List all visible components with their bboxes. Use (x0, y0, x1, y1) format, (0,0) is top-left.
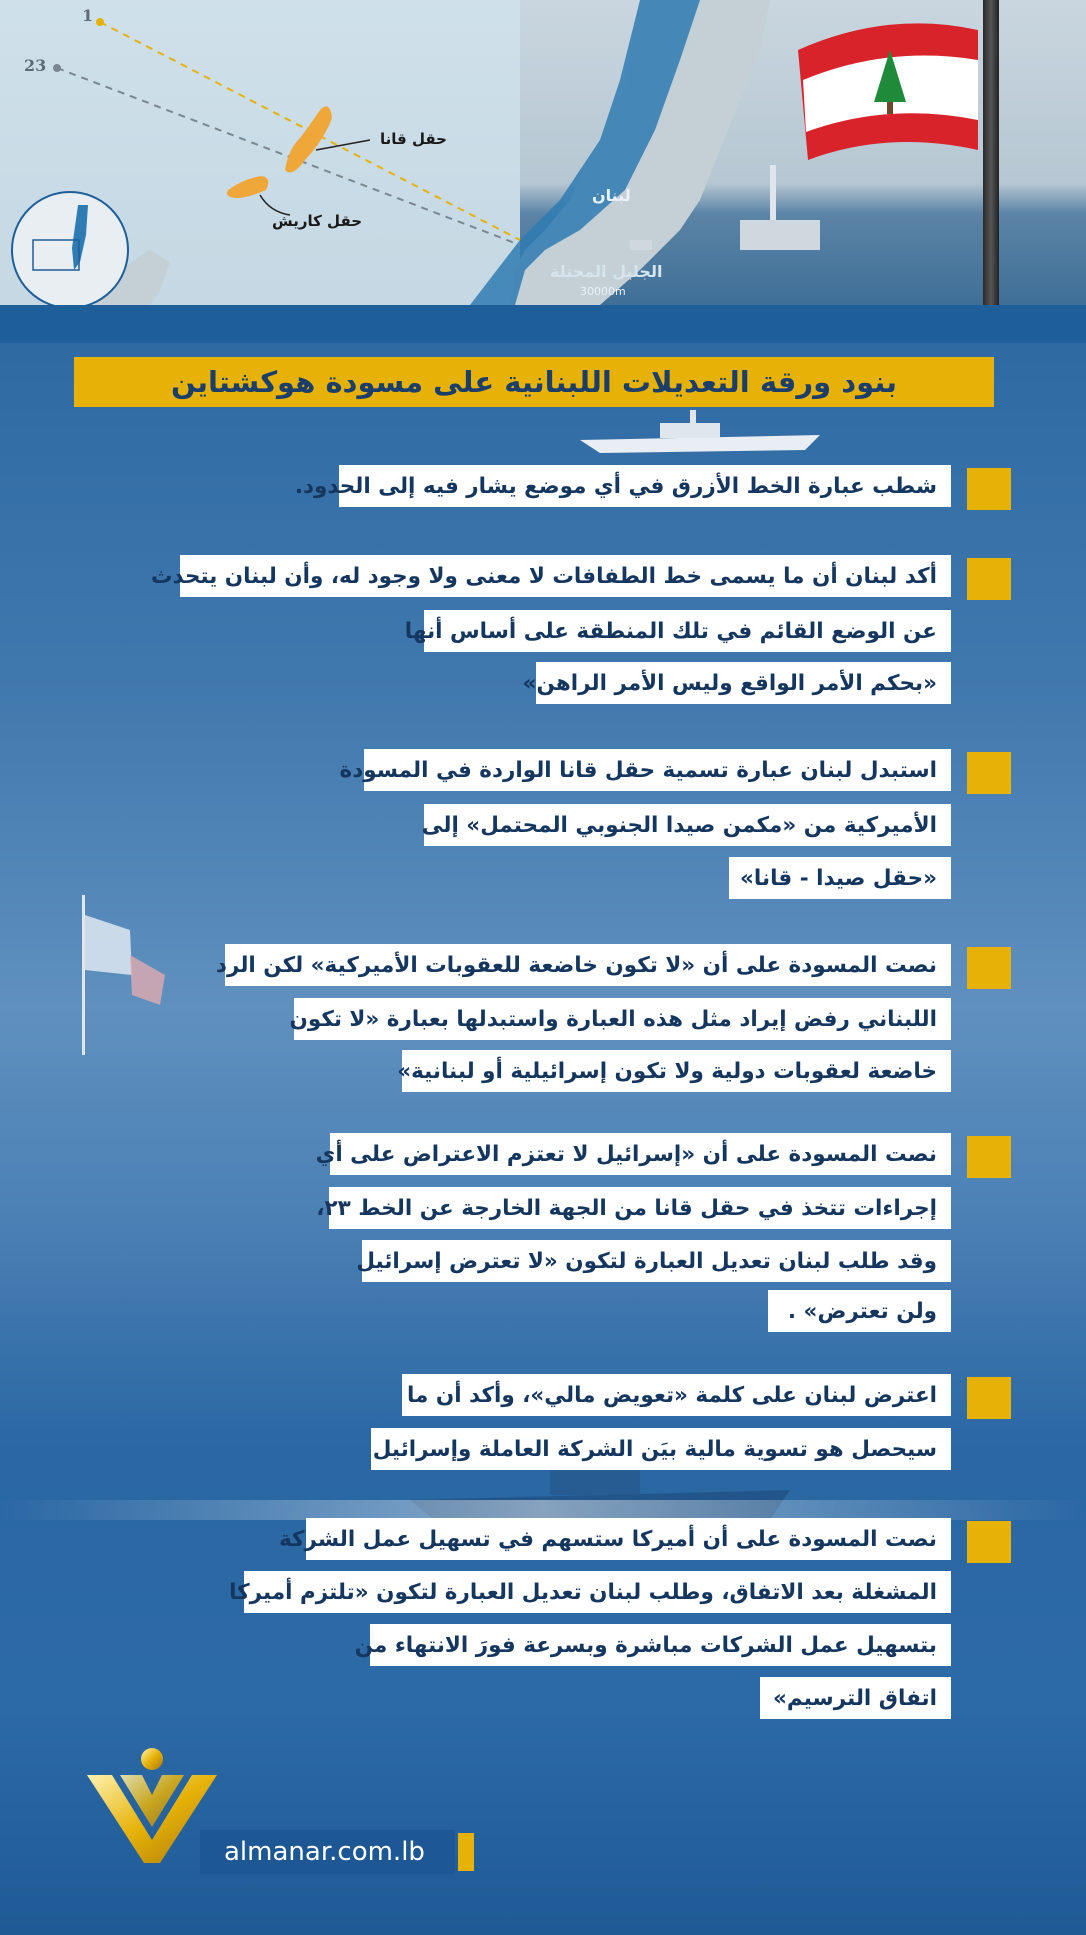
item-marker (967, 558, 1011, 600)
wake-haze (0, 1500, 1086, 1520)
item-3-line-3: «حقل صيدا - قانا» (729, 857, 951, 899)
item-5-line-4: ولن تعترض» . (768, 1290, 951, 1332)
item-7-line-2: المشغلة بعد الاتفاق، وطلب لبنان تعديل العبارة لتكون «تلتزم أميركا (244, 1571, 951, 1613)
item-2-line-3: «بحكم الأمر الواقع وليس الأمر الراهن» (536, 662, 951, 704)
item-2-line-2: عن الوضع القائم في تلك المنطقة على أساس أنها (424, 610, 951, 652)
item-marker (967, 947, 1011, 989)
scale-label: 30000m (580, 285, 626, 298)
item-4-line-1: نصت المسودة على أن «لا تكون خاضعة للعقوبات الأميركية» لكن الرد (225, 944, 951, 986)
lebanon-label: لبنان (592, 186, 631, 205)
flagpole (983, 0, 999, 305)
item-7-line-4: اتفاق الترسيم» (760, 1677, 951, 1719)
map-divider-band (0, 305, 1086, 343)
item-6-line-2: سيحصل هو تسوية مالية بيَن الشركة العاملة وإسرائيل (371, 1428, 951, 1470)
item-marker (967, 1377, 1011, 1419)
inset-map (12, 192, 128, 305)
qana-label: حقل قانا (380, 130, 447, 148)
site-url[interactable]: almanar.com.lb (224, 1837, 425, 1867)
line-1-label: 1 (82, 6, 94, 25)
line-1-point (96, 18, 104, 26)
item-4-line-3: خاضعة لعقوبات دولية ولا تكون إسرائيلية أو لبنانية» (402, 1050, 951, 1092)
karish-field-shape (227, 176, 268, 198)
item-7-line-3: بتسهيل عمل الشركات مباشرة وبسرعة فورَ الانتهاء من (370, 1624, 951, 1666)
flags-icon (60, 895, 170, 1055)
naval-ship-icon (580, 405, 820, 455)
line-23-point (53, 64, 61, 72)
item-marker (967, 468, 1011, 510)
almanar-logo-icon (82, 1745, 222, 1865)
item-3-line-2: الأميركية من «مكمن صيدا الجنوبي المحتمل» إلى (424, 804, 951, 846)
item-6-line-1: اعترض لبنان على كلمة «تعويض مالي»، وأكد أن ما (402, 1374, 951, 1416)
item-marker (967, 752, 1011, 794)
item-5-line-2: إجراءات تتخذ في حقل قانا من الجهة الخارجة عن الخط ٢٣، (329, 1187, 951, 1229)
item-4-line-2: اللبناني رفض إيراد مثل هذه العبارة واستبدلها بعبارة «لا تكون (294, 998, 951, 1040)
line-23-label: 23 (24, 56, 47, 75)
occupied-label: الجليل المحتلة (550, 262, 663, 281)
item-2-line-1: أكد لبنان أن ما يسمى خط الطفافات لا معنى ولا وجود له، وأن لبنان يتحدث (180, 555, 951, 597)
item-5-line-3: وقد طلب لبنان تعديل العبارة لتكون «لا تعترض إسرائيل (362, 1240, 951, 1282)
item-3-line-1: استبدل لبنان عبارة تسمية حقل قانا الواردة في المسودة (364, 749, 951, 791)
item-5-line-1: نصت المسودة على أن «إسرائيل لا تعتزم الاعتراض على أي (330, 1133, 951, 1175)
title-bar (74, 357, 994, 407)
map-header (0, 0, 1086, 305)
page-title: بنود ورقة التعديلات اللبنانية على مسودة هوكشتاين (170, 365, 898, 399)
lebanon-flag (778, 10, 978, 160)
site-marker (458, 1833, 474, 1871)
item-marker (967, 1521, 1011, 1563)
item-1-line-1: شطب عبارة الخط الأزرق في أي موضع يشار فيه إلى الحدود. (339, 465, 951, 507)
karish-label: حقل كاريش (272, 212, 363, 230)
item-marker (967, 1136, 1011, 1178)
site-url-band (200, 1830, 455, 1874)
item-7-line-1: نصت المسودة على أن أميركا ستسهم في تسهيل عمل الشركة (306, 1518, 951, 1560)
